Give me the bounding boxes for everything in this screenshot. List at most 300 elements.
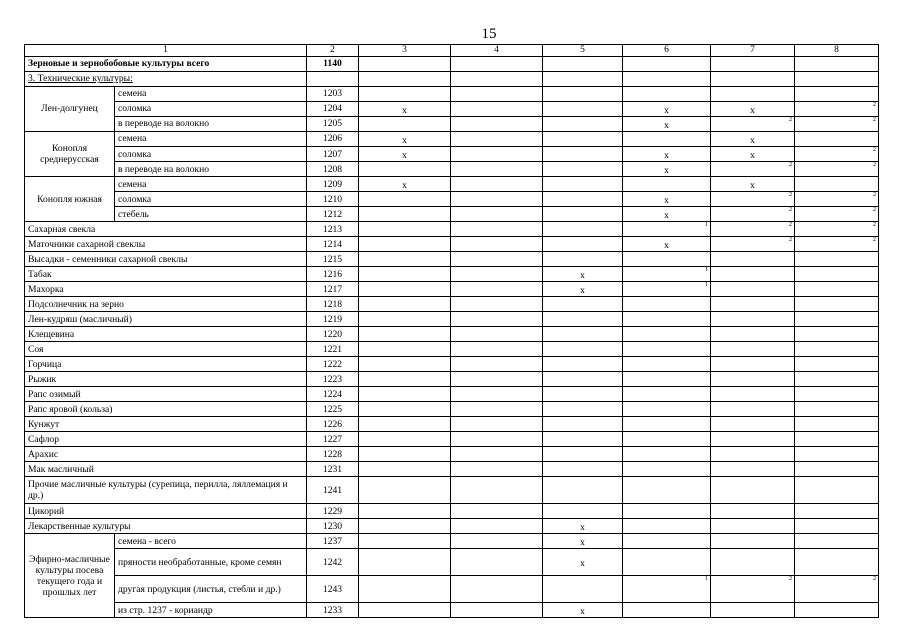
table-row bbox=[25, 387, 879, 402]
data-cell[interactable] bbox=[543, 192, 623, 207]
data-cell[interactable] bbox=[711, 282, 795, 297]
data-cell[interactable] bbox=[623, 432, 711, 447]
data-cell[interactable] bbox=[795, 519, 879, 534]
data-cell[interactable] bbox=[543, 477, 623, 504]
column-header-8: 8 bbox=[795, 45, 879, 57]
data-cell[interactable] bbox=[623, 504, 711, 519]
data-cell[interactable] bbox=[795, 192, 879, 207]
data-cell[interactable] bbox=[711, 71, 795, 86]
row-code: 1219 bbox=[307, 312, 359, 327]
section-heading: 3. Технические культуры: bbox=[25, 71, 307, 86]
data-cell[interactable] bbox=[543, 372, 623, 387]
data-cell[interactable] bbox=[623, 147, 711, 162]
data-cell[interactable] bbox=[795, 312, 879, 327]
data-cell[interactable] bbox=[623, 387, 711, 402]
row-code: 1216 bbox=[307, 267, 359, 282]
data-cell[interactable] bbox=[623, 237, 711, 252]
table-row bbox=[25, 86, 879, 101]
row-code: 1243 bbox=[307, 576, 359, 603]
cross-mark: x bbox=[664, 104, 669, 116]
table-row bbox=[25, 342, 879, 357]
data-cell[interactable] bbox=[543, 116, 623, 131]
data-cell[interactable] bbox=[711, 86, 795, 101]
data-cell[interactable] bbox=[359, 477, 451, 504]
data-cell[interactable] bbox=[795, 342, 879, 357]
data-cell[interactable] bbox=[359, 387, 451, 402]
data-cell[interactable] bbox=[623, 71, 711, 86]
row-code bbox=[307, 71, 359, 86]
data-cell[interactable] bbox=[451, 162, 543, 177]
data-cell[interactable] bbox=[451, 237, 543, 252]
data-cell[interactable] bbox=[451, 519, 543, 534]
data-cell[interactable] bbox=[359, 192, 451, 207]
data-cell[interactable] bbox=[451, 462, 543, 477]
data-cell[interactable] bbox=[711, 603, 795, 618]
data-cell[interactable] bbox=[711, 402, 795, 417]
data-cell[interactable] bbox=[711, 267, 795, 282]
row-code: 1218 bbox=[307, 297, 359, 312]
data-cell[interactable] bbox=[451, 447, 543, 462]
data-cell[interactable] bbox=[543, 86, 623, 101]
data-cell[interactable] bbox=[359, 297, 451, 312]
data-cell[interactable] bbox=[711, 101, 795, 116]
data-cell[interactable] bbox=[795, 116, 879, 131]
data-cell[interactable] bbox=[711, 387, 795, 402]
data-cell[interactable] bbox=[623, 357, 711, 372]
data-cell[interactable] bbox=[795, 86, 879, 101]
data-cell[interactable] bbox=[451, 357, 543, 372]
data-cell[interactable] bbox=[451, 297, 543, 312]
data-cell[interactable] bbox=[543, 282, 623, 297]
data-cell[interactable] bbox=[543, 71, 623, 86]
row-label: пряности необработанные, кроме семян bbox=[115, 549, 307, 576]
cross-mark: x bbox=[580, 270, 585, 282]
data-cell[interactable] bbox=[359, 131, 451, 146]
data-cell[interactable] bbox=[359, 207, 451, 222]
data-cell[interactable] bbox=[543, 147, 623, 162]
data-cell[interactable] bbox=[543, 519, 623, 534]
data-cell[interactable] bbox=[623, 177, 711, 192]
data-cell[interactable] bbox=[795, 534, 879, 549]
row-label: соломка bbox=[115, 192, 307, 207]
data-cell[interactable] bbox=[711, 56, 795, 71]
data-cell[interactable] bbox=[451, 387, 543, 402]
data-cell[interactable] bbox=[359, 576, 451, 603]
data-cell[interactable] bbox=[543, 207, 623, 222]
cross-mark: x bbox=[402, 150, 407, 162]
data-cell[interactable] bbox=[795, 147, 879, 162]
data-cell[interactable] bbox=[359, 603, 451, 618]
row-code: 1222 bbox=[307, 357, 359, 372]
table-row bbox=[25, 372, 879, 387]
data-cell[interactable] bbox=[451, 327, 543, 342]
data-cell[interactable] bbox=[451, 116, 543, 131]
data-cell[interactable] bbox=[711, 576, 795, 603]
data-cell[interactable] bbox=[795, 177, 879, 192]
cross-mark: x bbox=[402, 180, 407, 192]
data-cell[interactable] bbox=[359, 222, 451, 237]
data-cell[interactable] bbox=[623, 312, 711, 327]
data-cell[interactable] bbox=[543, 432, 623, 447]
data-cell[interactable] bbox=[451, 56, 543, 71]
data-cell[interactable] bbox=[359, 504, 451, 519]
data-cell[interactable] bbox=[451, 192, 543, 207]
data-cell[interactable] bbox=[711, 192, 795, 207]
data-cell[interactable] bbox=[359, 327, 451, 342]
data-cell[interactable] bbox=[359, 56, 451, 71]
footnote-mark: 2 bbox=[789, 192, 792, 199]
data-cell[interactable] bbox=[359, 447, 451, 462]
row-label: Клещевина bbox=[25, 327, 307, 342]
data-cell[interactable] bbox=[623, 327, 711, 342]
data-cell[interactable] bbox=[711, 504, 795, 519]
data-cell[interactable] bbox=[543, 327, 623, 342]
data-cell[interactable] bbox=[451, 207, 543, 222]
data-cell[interactable] bbox=[543, 447, 623, 462]
data-cell[interactable] bbox=[795, 432, 879, 447]
table-row bbox=[25, 504, 879, 519]
row-code: 1220 bbox=[307, 327, 359, 342]
data-cell[interactable] bbox=[359, 282, 451, 297]
row-label: Сафлор bbox=[25, 432, 307, 447]
row-code: 1140 bbox=[307, 56, 359, 71]
data-cell[interactable] bbox=[795, 402, 879, 417]
data-cell[interactable] bbox=[795, 237, 879, 252]
data-cell[interactable] bbox=[623, 534, 711, 549]
data-cell[interactable] bbox=[711, 357, 795, 372]
data-cell[interactable] bbox=[359, 252, 451, 267]
data-cell[interactable] bbox=[711, 327, 795, 342]
data-cell[interactable] bbox=[711, 447, 795, 462]
data-cell[interactable] bbox=[623, 267, 711, 282]
data-cell[interactable] bbox=[543, 576, 623, 603]
data-cell[interactable] bbox=[623, 222, 711, 237]
data-cell[interactable] bbox=[451, 603, 543, 618]
row-label: Зерновые и зернобобовые культуры всего bbox=[25, 56, 307, 71]
data-cell[interactable] bbox=[711, 549, 795, 576]
row-code: 1226 bbox=[307, 417, 359, 432]
footnote-mark: 2 bbox=[789, 222, 792, 229]
cross-mark: x bbox=[664, 240, 669, 252]
table-row bbox=[25, 71, 879, 86]
data-cell[interactable] bbox=[359, 357, 451, 372]
data-cell[interactable] bbox=[623, 549, 711, 576]
table-row bbox=[25, 147, 879, 162]
row-label: стебель bbox=[115, 207, 307, 222]
data-cell[interactable] bbox=[711, 372, 795, 387]
data-cell[interactable] bbox=[451, 549, 543, 576]
table-row bbox=[25, 237, 879, 252]
data-cell[interactable] bbox=[543, 342, 623, 357]
row-code: 1215 bbox=[307, 252, 359, 267]
cross-mark: x bbox=[750, 134, 755, 146]
data-cell[interactable] bbox=[543, 101, 623, 116]
data-cell[interactable] bbox=[795, 462, 879, 477]
data-cell[interactable] bbox=[359, 372, 451, 387]
data-cell[interactable] bbox=[711, 417, 795, 432]
data-cell[interactable] bbox=[543, 312, 623, 327]
data-cell[interactable] bbox=[795, 207, 879, 222]
data-cell[interactable] bbox=[623, 462, 711, 477]
data-cell[interactable] bbox=[543, 267, 623, 282]
data-cell[interactable] bbox=[623, 477, 711, 504]
data-cell[interactable] bbox=[623, 342, 711, 357]
row-label: Табак bbox=[25, 267, 307, 282]
data-cell[interactable] bbox=[359, 116, 451, 131]
data-cell[interactable] bbox=[795, 417, 879, 432]
data-cell[interactable] bbox=[359, 417, 451, 432]
cross-mark: x bbox=[580, 537, 585, 549]
cross-mark: x bbox=[580, 606, 585, 618]
row-code: 1203 bbox=[307, 86, 359, 101]
data-cell[interactable] bbox=[543, 297, 623, 312]
data-cell[interactable] bbox=[623, 192, 711, 207]
data-cell[interactable] bbox=[623, 576, 711, 603]
footnote-mark: 2 bbox=[873, 192, 876, 199]
row-code: 1207 bbox=[307, 147, 359, 162]
table-row bbox=[25, 519, 879, 534]
data-cell[interactable] bbox=[623, 101, 711, 116]
data-cell[interactable] bbox=[543, 534, 623, 549]
table-row bbox=[25, 297, 879, 312]
row-code: 1209 bbox=[307, 177, 359, 192]
data-cell[interactable] bbox=[451, 342, 543, 357]
data-cell[interactable] bbox=[451, 177, 543, 192]
row-label: Мак масличный bbox=[25, 462, 307, 477]
column-header-4: 4 bbox=[451, 45, 543, 57]
page-number: 15 bbox=[481, 26, 497, 42]
data-cell[interactable] bbox=[711, 432, 795, 447]
row-code: 1205 bbox=[307, 116, 359, 131]
data-cell[interactable] bbox=[451, 417, 543, 432]
data-cell[interactable] bbox=[711, 147, 795, 162]
data-cell[interactable] bbox=[623, 447, 711, 462]
data-cell[interactable] bbox=[795, 56, 879, 71]
data-cell[interactable] bbox=[711, 534, 795, 549]
row-label: Лен-кудряш (масличный) bbox=[25, 312, 307, 327]
table-row bbox=[25, 312, 879, 327]
data-cell[interactable] bbox=[451, 477, 543, 504]
footnote-mark: 1 bbox=[705, 267, 708, 274]
data-cell[interactable] bbox=[711, 477, 795, 504]
data-cell[interactable] bbox=[451, 267, 543, 282]
data-cell[interactable] bbox=[451, 222, 543, 237]
table-row bbox=[25, 549, 879, 576]
row-code: 1217 bbox=[307, 282, 359, 297]
data-cell[interactable] bbox=[623, 297, 711, 312]
data-cell[interactable] bbox=[711, 252, 795, 267]
data-cell[interactable] bbox=[623, 252, 711, 267]
table-row bbox=[25, 432, 879, 447]
data-cell[interactable] bbox=[623, 56, 711, 71]
data-cell[interactable] bbox=[795, 576, 879, 603]
data-cell[interactable] bbox=[623, 86, 711, 101]
footnote-mark: 2 bbox=[789, 162, 792, 169]
cross-mark: x bbox=[750, 180, 755, 192]
row-code: 1229 bbox=[307, 504, 359, 519]
row-label: соломка bbox=[115, 101, 307, 116]
table-row bbox=[25, 327, 879, 342]
data-cell[interactable] bbox=[795, 603, 879, 618]
data-cell[interactable] bbox=[451, 576, 543, 603]
footnote-mark: 1 bbox=[705, 282, 708, 289]
data-cell[interactable] bbox=[623, 603, 711, 618]
data-cell[interactable] bbox=[623, 162, 711, 177]
row-label: Рапс яровой (кольза) bbox=[25, 402, 307, 417]
data-cell[interactable] bbox=[451, 402, 543, 417]
row-label: семена bbox=[115, 131, 307, 146]
data-cell[interactable] bbox=[711, 207, 795, 222]
data-cell[interactable] bbox=[795, 101, 879, 116]
data-cell[interactable] bbox=[711, 342, 795, 357]
row-code: 1223 bbox=[307, 372, 359, 387]
data-cell[interactable] bbox=[623, 402, 711, 417]
data-cell[interactable] bbox=[711, 222, 795, 237]
footnote-mark: 2 bbox=[789, 116, 792, 123]
row-code: 1230 bbox=[307, 519, 359, 534]
data-cell[interactable] bbox=[451, 534, 543, 549]
table-row bbox=[25, 576, 879, 603]
data-cell[interactable] bbox=[543, 387, 623, 402]
data-cell[interactable] bbox=[795, 504, 879, 519]
table-row bbox=[25, 282, 879, 297]
data-cell[interactable] bbox=[711, 162, 795, 177]
data-cell[interactable] bbox=[795, 387, 879, 402]
data-cell[interactable] bbox=[451, 504, 543, 519]
data-cell[interactable] bbox=[451, 131, 543, 146]
footnote-mark: 2 bbox=[873, 576, 876, 583]
footnote-mark: 2 bbox=[873, 207, 876, 214]
data-cell[interactable] bbox=[543, 177, 623, 192]
data-cell[interactable] bbox=[711, 177, 795, 192]
data-cell[interactable] bbox=[623, 207, 711, 222]
data-cell[interactable] bbox=[359, 71, 451, 86]
data-cell[interactable] bbox=[451, 101, 543, 116]
column-header-2: 2 bbox=[307, 45, 359, 57]
group-label: Конопля среднерусская bbox=[25, 131, 115, 176]
data-cell[interactable] bbox=[543, 252, 623, 267]
data-cell[interactable] bbox=[359, 462, 451, 477]
data-cell[interactable] bbox=[543, 417, 623, 432]
data-cell[interactable] bbox=[543, 237, 623, 252]
data-cell[interactable] bbox=[543, 549, 623, 576]
data-cell[interactable] bbox=[795, 71, 879, 86]
data-cell[interactable] bbox=[623, 372, 711, 387]
data-cell[interactable] bbox=[543, 504, 623, 519]
data-cell[interactable] bbox=[543, 131, 623, 146]
data-cell[interactable] bbox=[359, 519, 451, 534]
data-cell[interactable] bbox=[543, 462, 623, 477]
data-cell[interactable] bbox=[359, 342, 451, 357]
data-cell[interactable] bbox=[623, 131, 711, 146]
data-cell[interactable] bbox=[451, 432, 543, 447]
data-cell[interactable] bbox=[795, 222, 879, 237]
data-cell[interactable] bbox=[711, 462, 795, 477]
data-cell[interactable] bbox=[359, 86, 451, 101]
footnote-mark: 2 bbox=[789, 237, 792, 244]
data-cell[interactable] bbox=[359, 312, 451, 327]
data-cell[interactable] bbox=[623, 417, 711, 432]
data-cell[interactable] bbox=[451, 86, 543, 101]
row-label: Соя bbox=[25, 342, 307, 357]
table-row bbox=[25, 192, 879, 207]
data-cell[interactable] bbox=[451, 312, 543, 327]
row-code: 1233 bbox=[307, 603, 359, 618]
data-cell[interactable] bbox=[359, 534, 451, 549]
data-cell[interactable] bbox=[795, 477, 879, 504]
data-cell[interactable] bbox=[543, 357, 623, 372]
data-cell[interactable] bbox=[359, 147, 451, 162]
data-cell[interactable] bbox=[543, 222, 623, 237]
row-label: Арахис bbox=[25, 447, 307, 462]
row-code: 1221 bbox=[307, 342, 359, 357]
data-cell[interactable] bbox=[359, 237, 451, 252]
data-cell[interactable] bbox=[451, 252, 543, 267]
header-row bbox=[25, 45, 879, 57]
data-cell[interactable] bbox=[795, 252, 879, 267]
footnote-mark: 2 bbox=[873, 237, 876, 244]
data-cell[interactable] bbox=[543, 402, 623, 417]
table-row bbox=[25, 101, 879, 116]
data-cell[interactable] bbox=[543, 162, 623, 177]
data-cell[interactable] bbox=[623, 282, 711, 297]
data-cell[interactable] bbox=[795, 327, 879, 342]
data-cell[interactable] bbox=[543, 56, 623, 71]
data-cell[interactable] bbox=[795, 447, 879, 462]
data-cell[interactable] bbox=[359, 177, 451, 192]
data-cell[interactable] bbox=[795, 131, 879, 146]
data-cell[interactable] bbox=[451, 282, 543, 297]
group-label: Лен-долгунец bbox=[25, 86, 115, 131]
row-label: Махорка bbox=[25, 282, 307, 297]
row-label: Маточники сахарной свеклы bbox=[25, 237, 307, 252]
table-row bbox=[25, 402, 879, 417]
column-header-3: 3 bbox=[359, 45, 451, 57]
data-cell[interactable] bbox=[451, 372, 543, 387]
data-cell[interactable] bbox=[359, 101, 451, 116]
data-cell[interactable] bbox=[711, 312, 795, 327]
data-cell[interactable] bbox=[711, 519, 795, 534]
data-cell[interactable] bbox=[795, 549, 879, 576]
data-cell[interactable] bbox=[795, 267, 879, 282]
data-cell[interactable] bbox=[623, 519, 711, 534]
data-cell[interactable] bbox=[711, 116, 795, 131]
data-cell[interactable] bbox=[795, 372, 879, 387]
row-code: 1237 bbox=[307, 534, 359, 549]
data-cell[interactable] bbox=[543, 603, 623, 618]
data-cell[interactable] bbox=[623, 116, 711, 131]
data-cell[interactable] bbox=[359, 267, 451, 282]
data-cell[interactable] bbox=[359, 549, 451, 576]
data-cell[interactable] bbox=[451, 71, 543, 86]
data-cell[interactable] bbox=[359, 432, 451, 447]
row-label: Лекарственные культуры bbox=[25, 519, 307, 534]
data-cell[interactable] bbox=[711, 237, 795, 252]
table-row bbox=[25, 252, 879, 267]
data-cell[interactable] bbox=[795, 357, 879, 372]
data-cell[interactable] bbox=[795, 297, 879, 312]
data-cell[interactable] bbox=[795, 282, 879, 297]
row-label: в переводе на волокно bbox=[115, 162, 307, 177]
cross-mark: x bbox=[402, 104, 407, 116]
data-cell[interactable] bbox=[451, 147, 543, 162]
data-cell[interactable] bbox=[359, 402, 451, 417]
footnote-mark: 2 bbox=[873, 222, 876, 229]
data-cell[interactable] bbox=[711, 297, 795, 312]
data-cell[interactable] bbox=[711, 131, 795, 146]
data-cell[interactable] bbox=[359, 162, 451, 177]
data-cell[interactable] bbox=[795, 162, 879, 177]
